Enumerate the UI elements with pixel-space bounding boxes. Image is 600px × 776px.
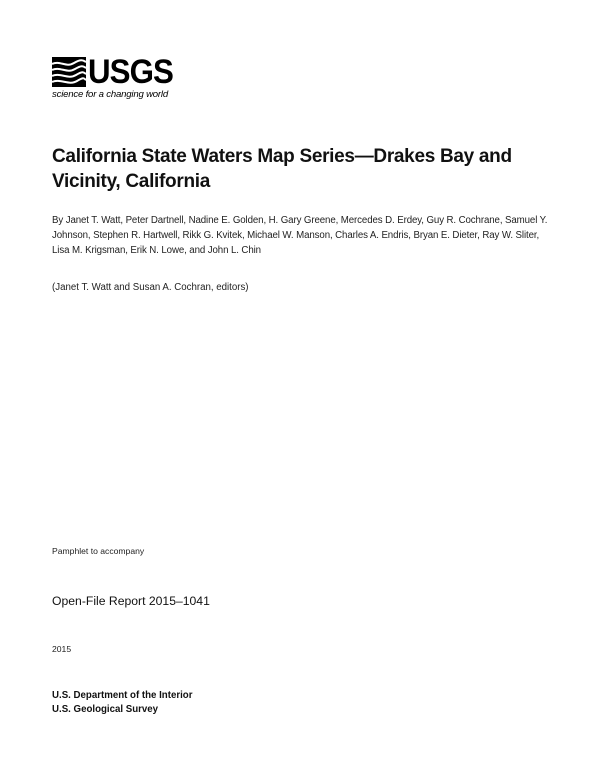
usgs-logo — [52, 53, 182, 105]
document-title: California State Waters Map Series—Drakes Bay and Vicinity, California — [52, 146, 512, 192]
usgs-wordmark: USGS — [88, 53, 173, 91]
authors-list: By Janet T. Watt, Peter Dartnell, Nadine E. Golden, H. Gary Greene, Mercedes D. Erdey, Guy R. Cochrane, Samuel Y. Johnson, Stephen R. Hartwell, Rikk G. Kvitek, Michael W. Manson, Charles A. Endris, Bryan E. Dieter, Ray W. Sliter, Lisa M. Krigsman, Erik N. Lowe, and John L. Chin — [52, 215, 548, 256]
usgs-tagline: science for a changing world — [52, 89, 168, 100]
survey-name: U.S. Geological Survey — [52, 704, 159, 715]
usgs-wave-icon — [52, 57, 86, 87]
editors-line: (Janet T. Watt and Susan A. Cochran, editors) — [52, 282, 249, 293]
report-number: Open-File Report 2015–1041 — [52, 594, 210, 608]
agency-block — [52, 689, 192, 717]
publication-year: 2015 — [52, 644, 72, 654]
pamphlet-note: Pamphlet to accompany — [52, 546, 145, 556]
department-name: U.S. Department of the Interior — [52, 690, 193, 701]
